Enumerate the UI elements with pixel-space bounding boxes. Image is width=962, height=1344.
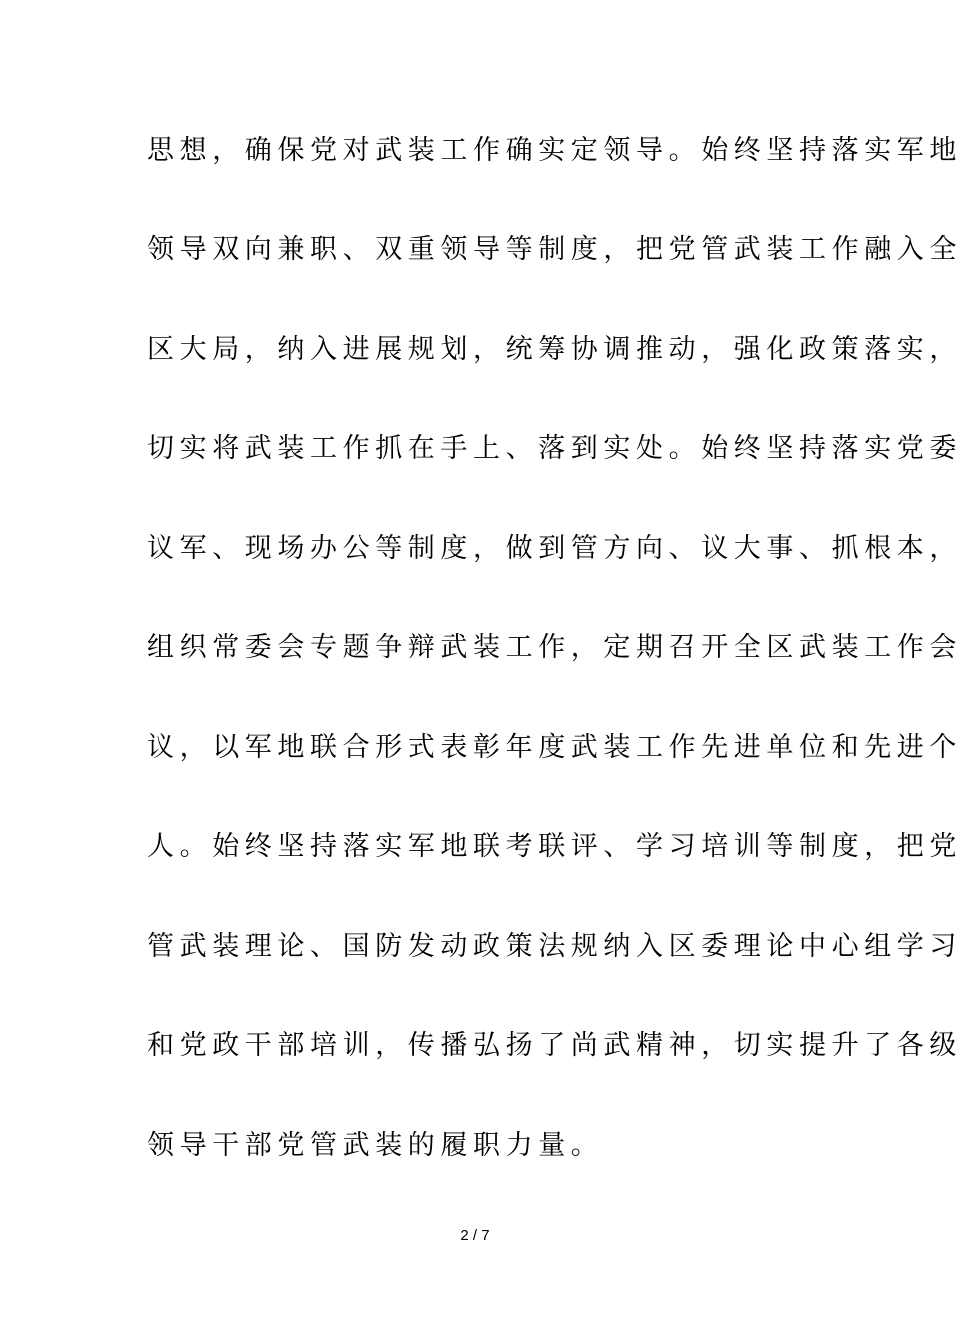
paragraph-line-7: 议，以军地联合形式表彰年度武装工作先进单位和先进个	[147, 732, 962, 763]
paragraph-line-2: 领导双向兼职、双重领导等制度，把党管武装工作融入全	[147, 234, 962, 265]
paragraph-line-8: 人。始终坚持落实军地联考联评、学习培训等制度，把党	[147, 831, 962, 862]
paragraph-line-6: 组织常委会专题争辩武装工作，定期召开全区武装工作会	[147, 632, 962, 663]
paragraph-line-1: 思想，确保党对武装工作确实定领导。始终坚持落实军地	[147, 135, 962, 166]
page-number: 2 / 7	[460, 1227, 490, 1244]
paragraph-line-9: 管武装理论、国防发动政策法规纳入区委理论中心组学习	[147, 931, 962, 962]
paragraph-line-5: 议军、现场办公等制度，做到管方向、议大事、抓根本，	[147, 533, 962, 564]
paragraph-line-10: 和党政干部培训，传播弘扬了尚武精神，切实提升了各级	[147, 1030, 962, 1061]
paragraph-line-11: 领导干部党管武装的履职力量。	[147, 1130, 604, 1161]
paragraph-line-4: 切实将武装工作抓在手上、落到实处。始终坚持落实党委	[147, 433, 962, 464]
paragraph-line-3: 区大局，纳入进展规划，统筹协调推动，强化政策落实，	[147, 334, 962, 365]
